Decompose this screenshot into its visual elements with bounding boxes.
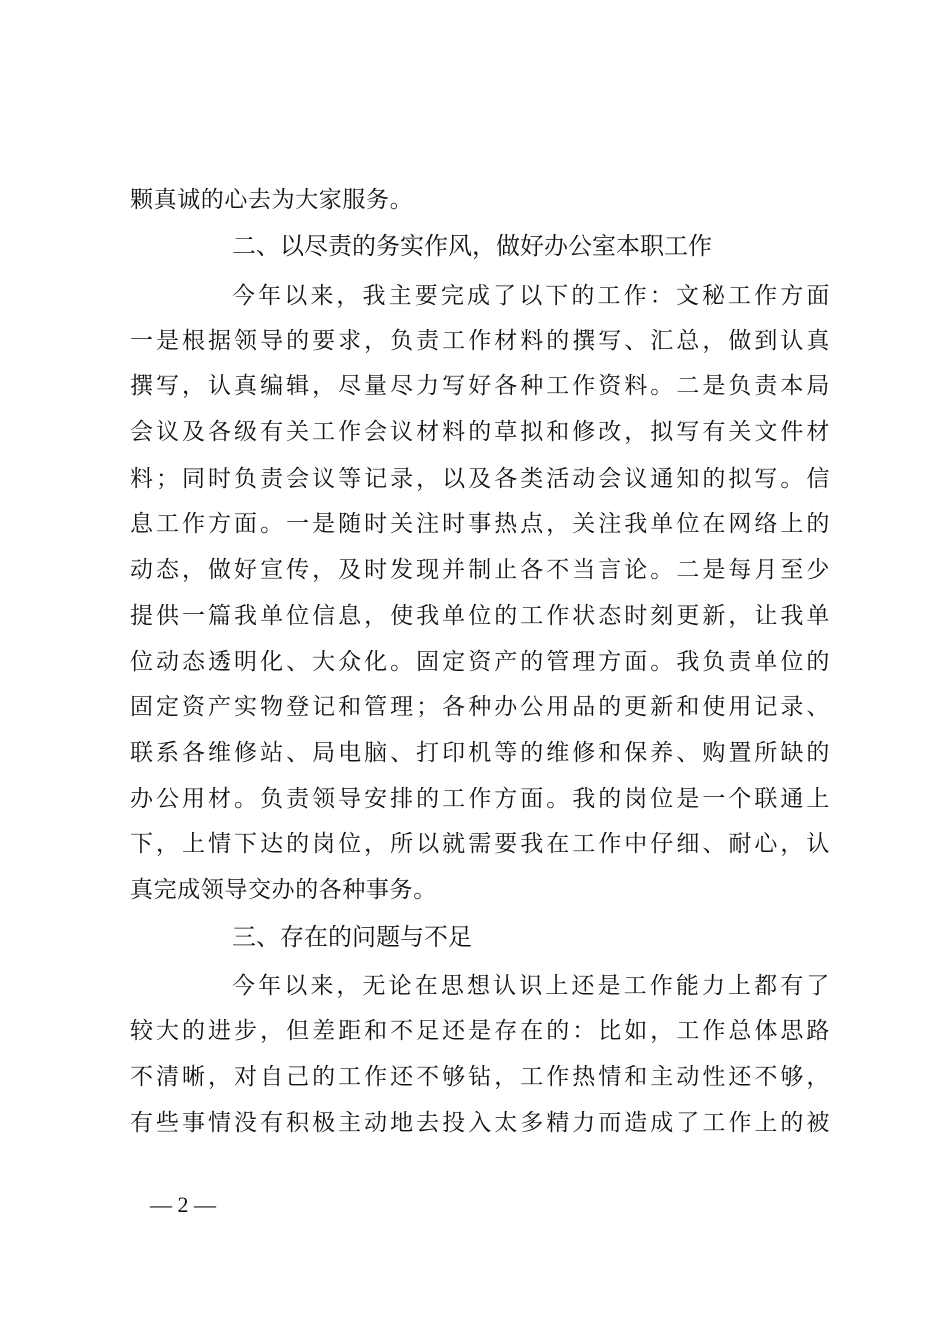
section-3-line: 较大的进步，但差距和不足还是存在的：比如，工作总体思路 [130,1018,830,1044]
section-2-line: 撰写，认真编辑，尽量尽力写好各种工作资料。二是负责本局 [130,373,830,399]
section-3-line: 今年以来，无论在思想认识上还是工作能力上都有了 [232,973,830,999]
section-2-line: 一是根据领导的要求，负责工作材料的撰写、汇总，做到认真 [130,328,830,354]
section-2-line: 提供一篇我单位信息，使我单位的工作状态时刻更新，让我单 [130,603,830,629]
section-2-line: 位动态透明化、大众化。固定资产的管理方面。我负责单位的 [130,649,830,675]
section-2-line: 办公用材。负责领导安排的工作方面。我的岗位是一个联通上 [130,786,830,812]
section-2-line: 息工作方面。一是随时关注时事热点，关注我单位在网络上的 [130,511,830,537]
section-2-line: 动态，做好宣传，及时发现并制止各不当言论。二是每月至少 [130,557,830,583]
page-number: — 2 — [150,1192,216,1217]
section-2-line: 料；同时负责会议等记录，以及各类活动会议通知的拟写。信 [130,466,830,492]
intro-line: 颗真诚的心去为大家服务。 [130,187,414,213]
section-3-line: 有些事情没有积极主动地去投入太多精力而造成了工作上的被 [130,1110,830,1136]
section-3-heading: 三、存在的问题与不足 [232,923,472,951]
section-2-line: 今年以来，我主要完成了以下的工作：文秘工作方面 [232,283,830,309]
section-2-line: 下，上情下达的岗位，所以就需要我在工作中仔细、耐心，认 [130,831,830,857]
section-3-line: 不清晰，对自己的工作还不够钻，工作热情和主动性还不够， [130,1064,830,1090]
section-2-line: 联系各维修站、局电脑、打印机等的维修和保养、购置所缺的 [130,740,830,766]
section-2-line: 真完成领导交办的各种事务。 [130,877,437,903]
section-2-heading: 二、以尽责的务实作风，做好办公室本职工作 [232,232,712,260]
section-2-line: 固定资产实物登记和管理；各种办公用品的更新和使用记录、 [130,694,830,720]
section-2-line: 会议及各级有关工作会议材料的草拟和修改，拟写有关文件材 [130,419,830,445]
